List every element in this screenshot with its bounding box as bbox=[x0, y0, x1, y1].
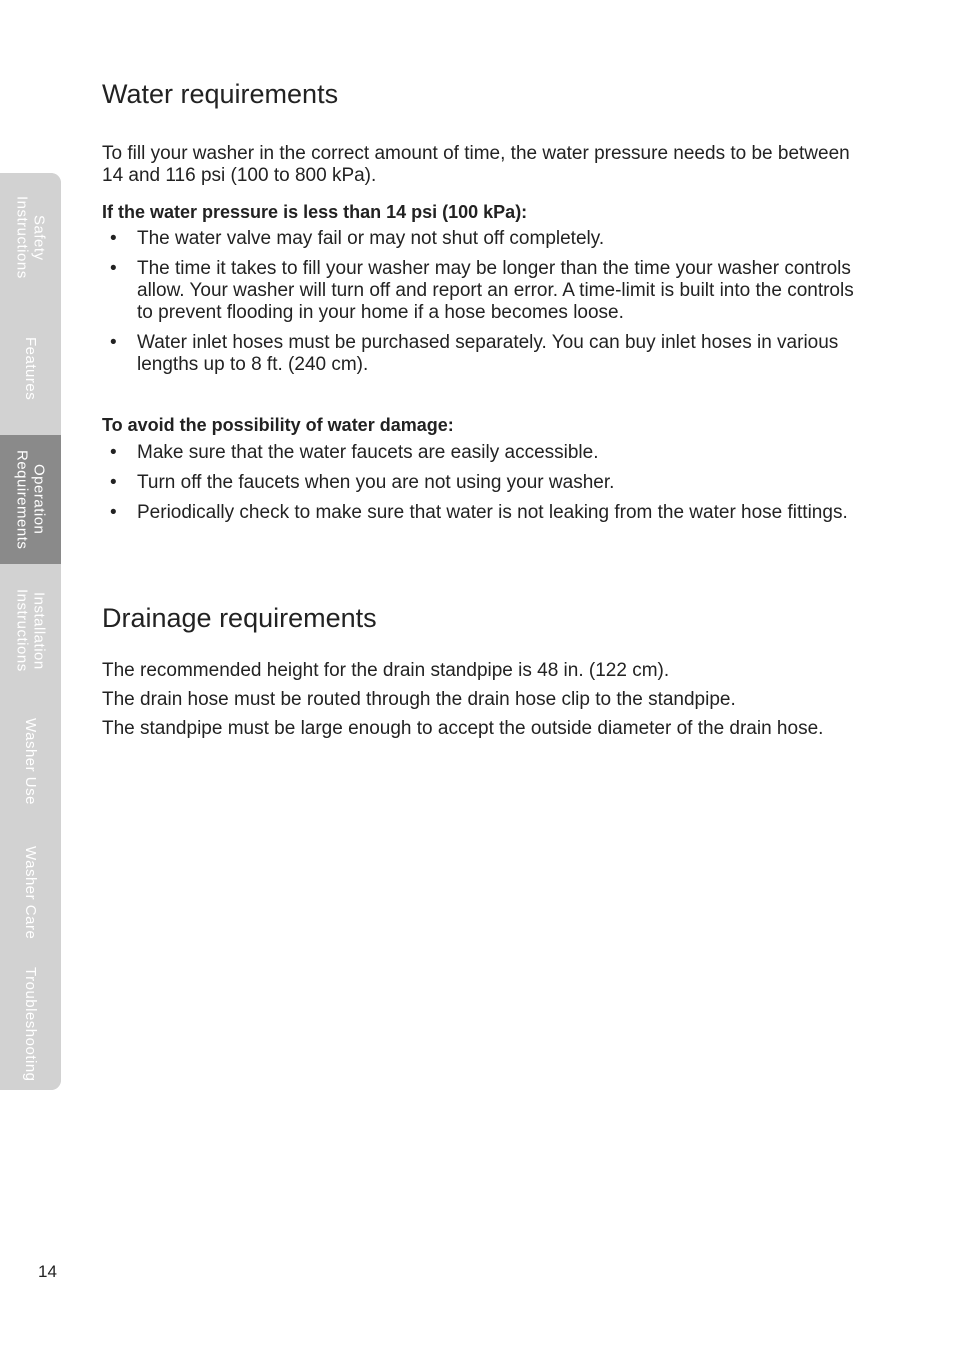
water-damage-subheading: To avoid the possibility of water damage: bbox=[102, 415, 454, 435]
list-item: • Turn off the faucets when you are not using your washer. bbox=[102, 472, 872, 494]
page-number: 14 bbox=[38, 1262, 57, 1281]
tab-label: Safety Instructions bbox=[13, 196, 48, 279]
tab-installation-instructions[interactable] bbox=[0, 566, 61, 695]
water-requirements-heading: Water requirements bbox=[102, 79, 339, 109]
side-tab-navigation bbox=[0, 173, 61, 1090]
tab-label: Washer Use bbox=[22, 718, 39, 805]
tab-label: Operation Requirements bbox=[13, 449, 48, 550]
drainage-line: The recommended height for the drain standpipe is 48 in. (122 cm). bbox=[102, 660, 670, 681]
tab-washer-care[interactable] bbox=[0, 828, 61, 957]
list-item: • Water inlet hoses must be purchased separately. You can buy inlet hoses in various lengths up to 8 ft. (240 cm). bbox=[102, 332, 872, 376]
list-item: • Make sure that the water faucets are easily accessible. bbox=[102, 442, 872, 464]
list-item: • The water valve may fail or may not shut off completely. bbox=[102, 228, 872, 250]
list-item: • The time it takes to fill your washer may be longer than the time your washer controls allow. Your washer will turn off and report an error. A time-limit is built into the controls to prevent flooding in your home if a hose becomes loose. bbox=[102, 258, 872, 324]
low-pressure-subheading: If the water pressure is less than 14 psi (100 kPa): bbox=[102, 202, 528, 222]
tab-label: Washer Care bbox=[22, 845, 39, 940]
tab-operation-requirements[interactable] bbox=[0, 435, 61, 564]
tab-label: Troubleshooting bbox=[22, 967, 39, 1082]
tab-features[interactable] bbox=[0, 304, 61, 433]
tab-safety-instructions[interactable] bbox=[0, 173, 61, 302]
water-pressure-intro: To fill your washer in the correct amount of time, the water pressure needs to be between 14 and 116 psi (100 to 800 kPa). bbox=[102, 143, 850, 186]
tab-label: Installation Instructions bbox=[13, 589, 48, 672]
drainage-line: The drain hose must be routed through the drain hose clip to the standpipe. bbox=[102, 689, 736, 710]
drainage-requirements-heading: Drainage requirements bbox=[102, 603, 377, 633]
drainage-line: The standpipe must be large enough to accept the outside diameter of the drain hose. bbox=[102, 718, 824, 739]
tab-label: Features bbox=[22, 336, 39, 401]
low-pressure-list bbox=[102, 228, 872, 384]
tab-washer-use[interactable] bbox=[0, 697, 61, 826]
water-damage-list bbox=[102, 442, 872, 532]
list-item: • Periodically check to make sure that water is not leaking from the water hose fittings. bbox=[102, 502, 872, 524]
tab-troubleshooting[interactable] bbox=[0, 959, 61, 1090]
